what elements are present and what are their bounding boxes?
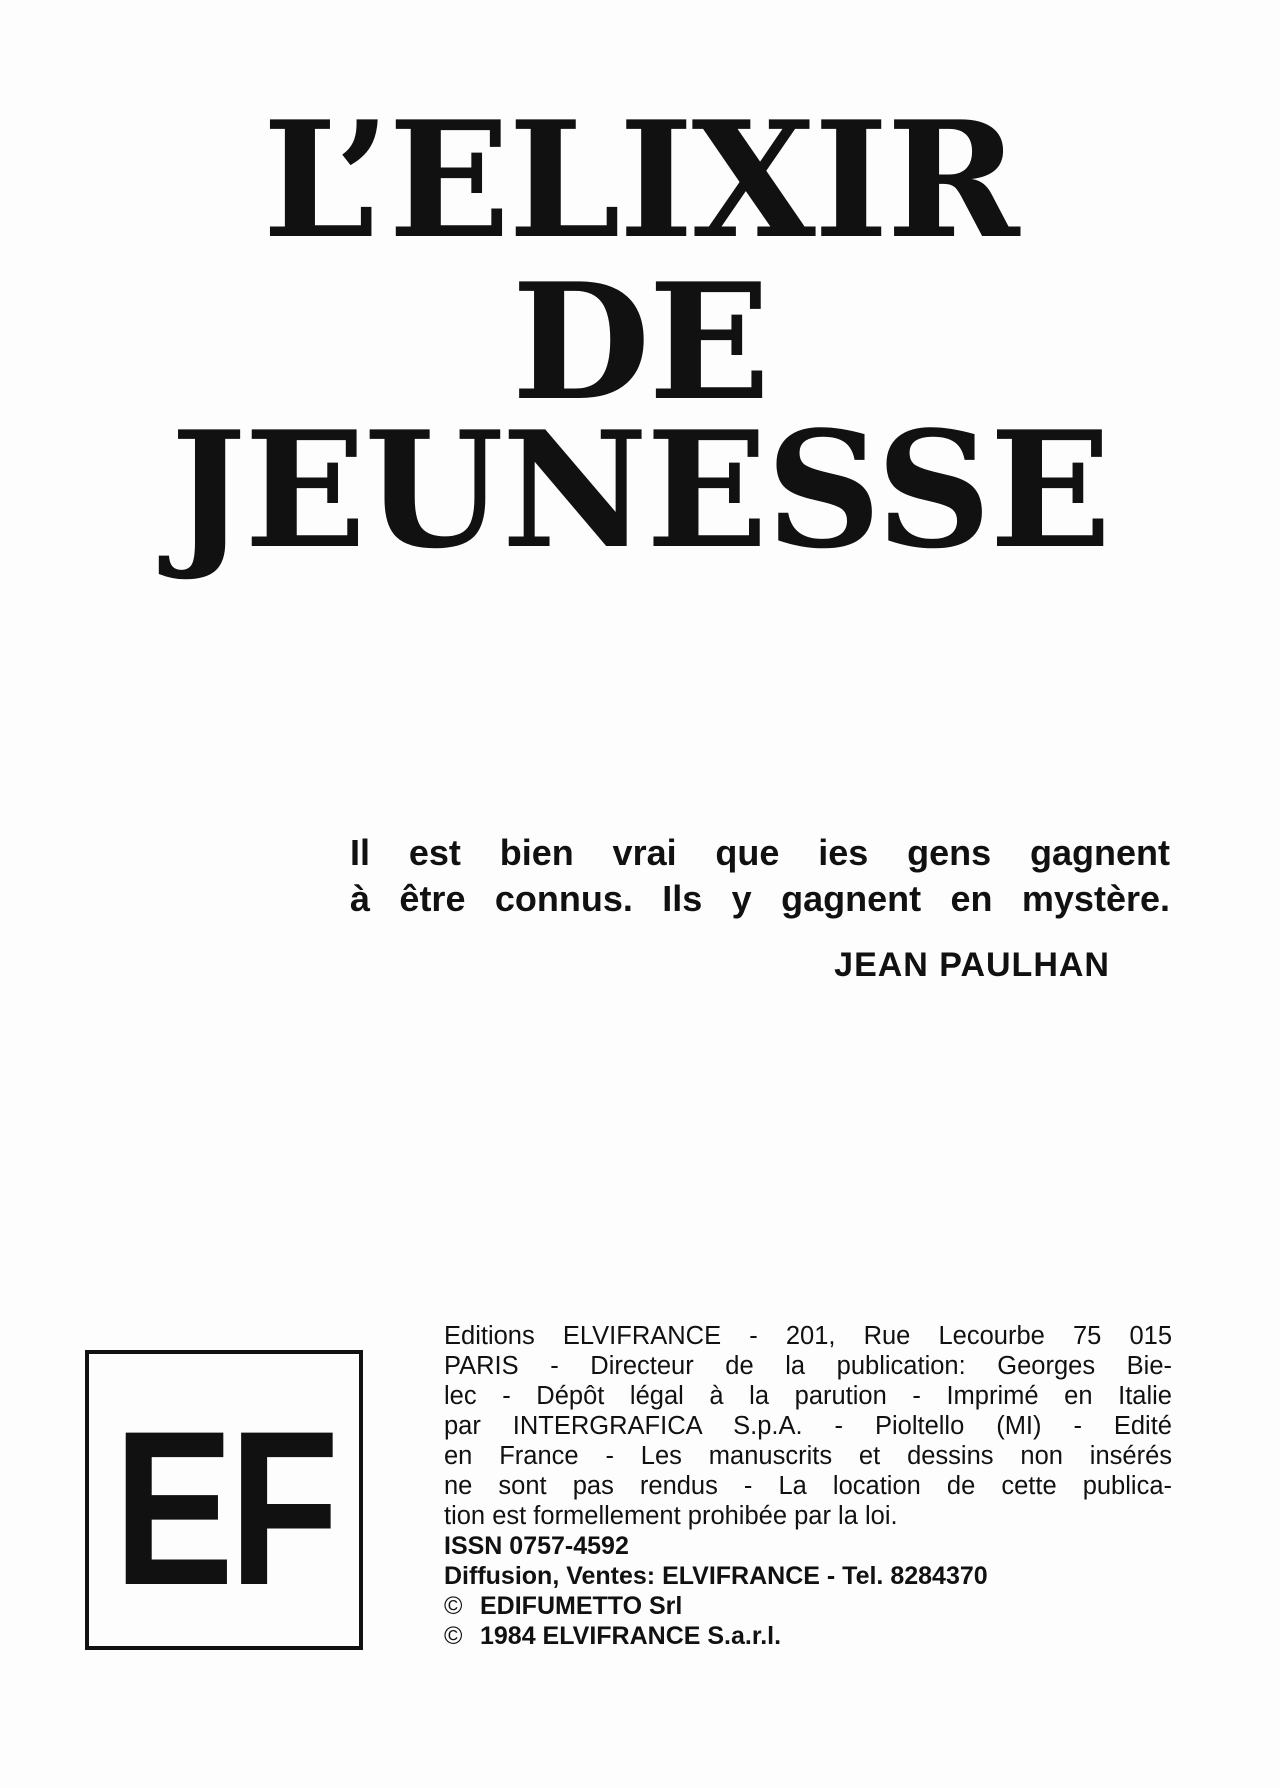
copyright-elvifrance — [444, 1621, 1172, 1651]
quote-text-2: à être connus. Ils y gagnent en mystère. — [350, 878, 1170, 919]
copyright-icon: © — [444, 1622, 463, 1650]
copyright-edifumetto — [444, 1591, 1172, 1621]
imprint-line: tion est formellement prohibée par la loi. — [444, 1502, 898, 1530]
imprint-block — [444, 1321, 1172, 1651]
imprint-line: ne sont pas rendus - La location de cette publica- — [444, 1472, 1172, 1500]
copyright-icon: © — [444, 1592, 463, 1620]
imprint-line: en France - Les manuscrits et dessins non insérés — [444, 1442, 1172, 1470]
title-line-3: JEUNESSE — [170, 396, 1110, 584]
copyright-text-2: 1984 ELVIFRANCE S.a.r.l. — [480, 1622, 782, 1650]
title-line-1: L’ELIXIR — [262, 86, 1018, 274]
imprint-line: par INTERGRAFICA S.p.A. - Pioltello (MI) - Edité — [444, 1412, 1172, 1440]
imprint-line: PARIS - Directeur de la publication: Georges Bie- — [444, 1352, 1172, 1380]
quote-text-1: Il est bien vrai que ies gens gagnent — [350, 832, 1170, 873]
publisher-logo — [85, 1350, 363, 1650]
diffusion-info: Diffusion, Ventes: ELVIFRANCE - Tel. 8284370 — [444, 1562, 988, 1590]
copyright-text-1: EDIFUMETTO Srl — [480, 1592, 683, 1620]
quote-line-2 — [350, 876, 1170, 922]
quote-line-1 — [350, 830, 1170, 876]
logo-text: EF — [113, 1385, 335, 1631]
imprint-line: lec - Dépôt légal à la parution - Imprimé en Italie — [444, 1382, 1172, 1410]
issn: ISSN 0757-4592 — [444, 1532, 629, 1560]
imprint-line: Editions ELVIFRANCE - 201, Rue Lecourbe 75 015 — [444, 1322, 1172, 1350]
title-line-2: DE — [511, 248, 769, 436]
quote-author: JEAN PAULHAN — [834, 946, 1110, 984]
